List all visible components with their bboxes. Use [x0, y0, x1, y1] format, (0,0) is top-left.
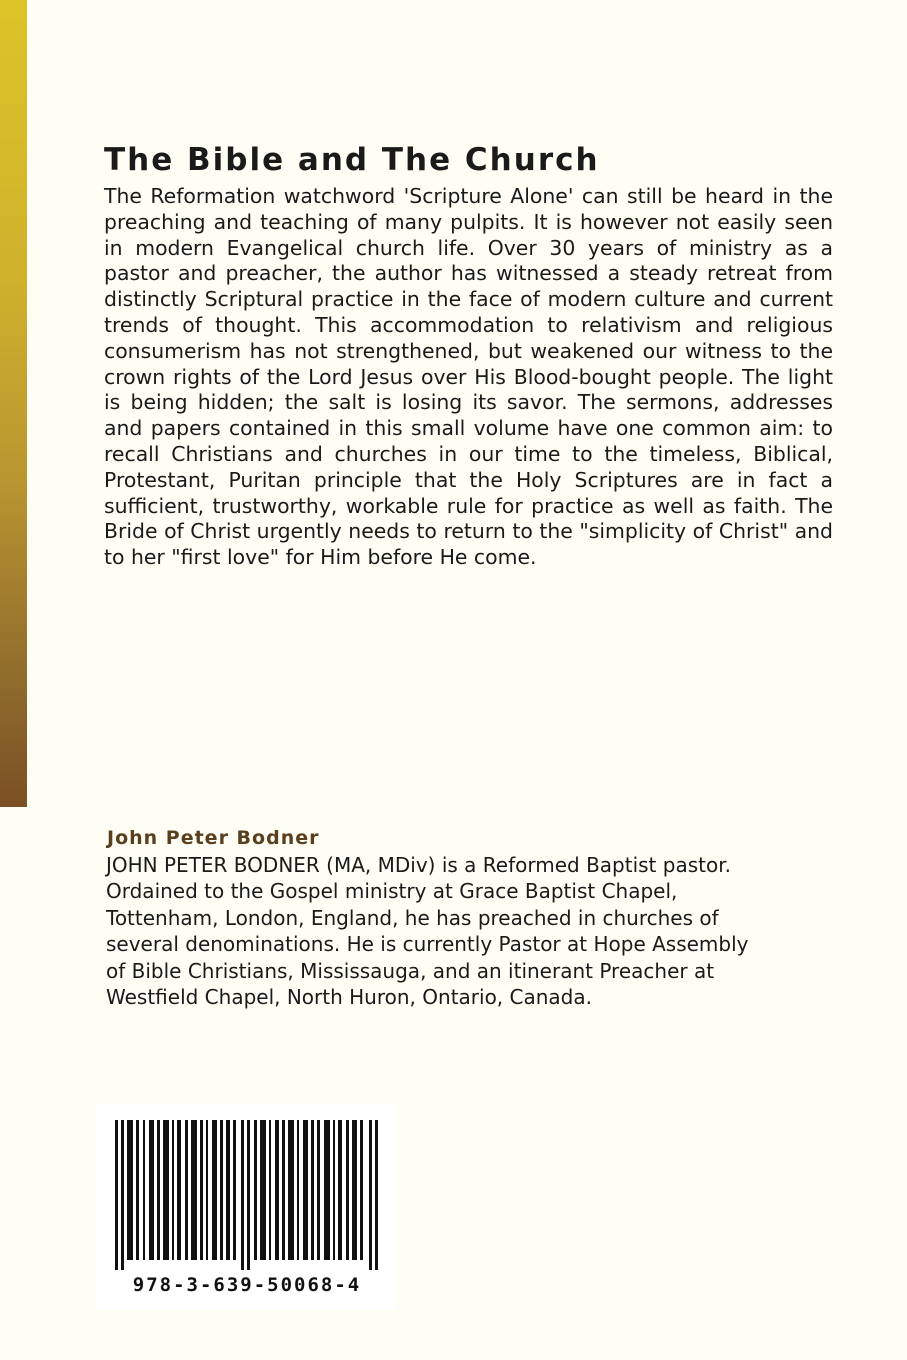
gold-gradient-stripe [0, 0, 27, 807]
author-name-heading: John Peter Bodner [107, 827, 320, 849]
author-bio-line: of Bible Christians, Mississauga, and an itinerant Preacher at [106, 958, 715, 983]
author-biography [106, 852, 826, 1010]
author-bio-line: Tottenham, London, England, he has preached in churches of [106, 905, 719, 930]
isbn-barcode [97, 1104, 397, 1310]
author-bio-line: JOHN PETER BODNER (MA, MDiv) is a Reformed Baptist pastor. [106, 853, 731, 877]
author-bio-line: Westfield Chapel, North Huron, Ontario, Canada. [106, 985, 592, 1010]
barcode-bars-graphic [115, 1120, 379, 1270]
book-title: The Bible and The Church [104, 142, 600, 178]
author-bio-line: Ordained to the Gospel ministry at Grace Baptist Chapel, [106, 879, 678, 904]
book-description: The Reformation watchword 'Scripture Alone' can still be heard in the preaching and teaching of many pulpits. It is however not easily seen in modern Evangelical church life. Over 30 years of ministry as a pastor and preacher, the author has witnessed a steady retreat from distinctly Scriptural practice in the face of modern culture and current trends of thought. This accommodation to relativism and religious consumerism has not strengthened, but weakened our witness to the crown rights of the Lord Jesus over His Blood-bought people. The light is being hidden; the salt is losing its savor. The sermons, addresses and papers contained in this small volume have one common aim: to recall Christians and churches in our time to the timeless, Biblical, Protestant, Puritan principle that the Holy Scriptures are in fact a sufficient, trustworthy, workable rule for practice as well as faith. The Bride of Christ urgently needs to return to the "simplicity of Christ" and to her "first love" for Him before He come. [104, 184, 833, 570]
author-bio-line: several denominations. He is currently Pastor at Hope Assembly [106, 932, 749, 957]
isbn-number: 978-3-639-50068-4 [132, 1274, 362, 1296]
